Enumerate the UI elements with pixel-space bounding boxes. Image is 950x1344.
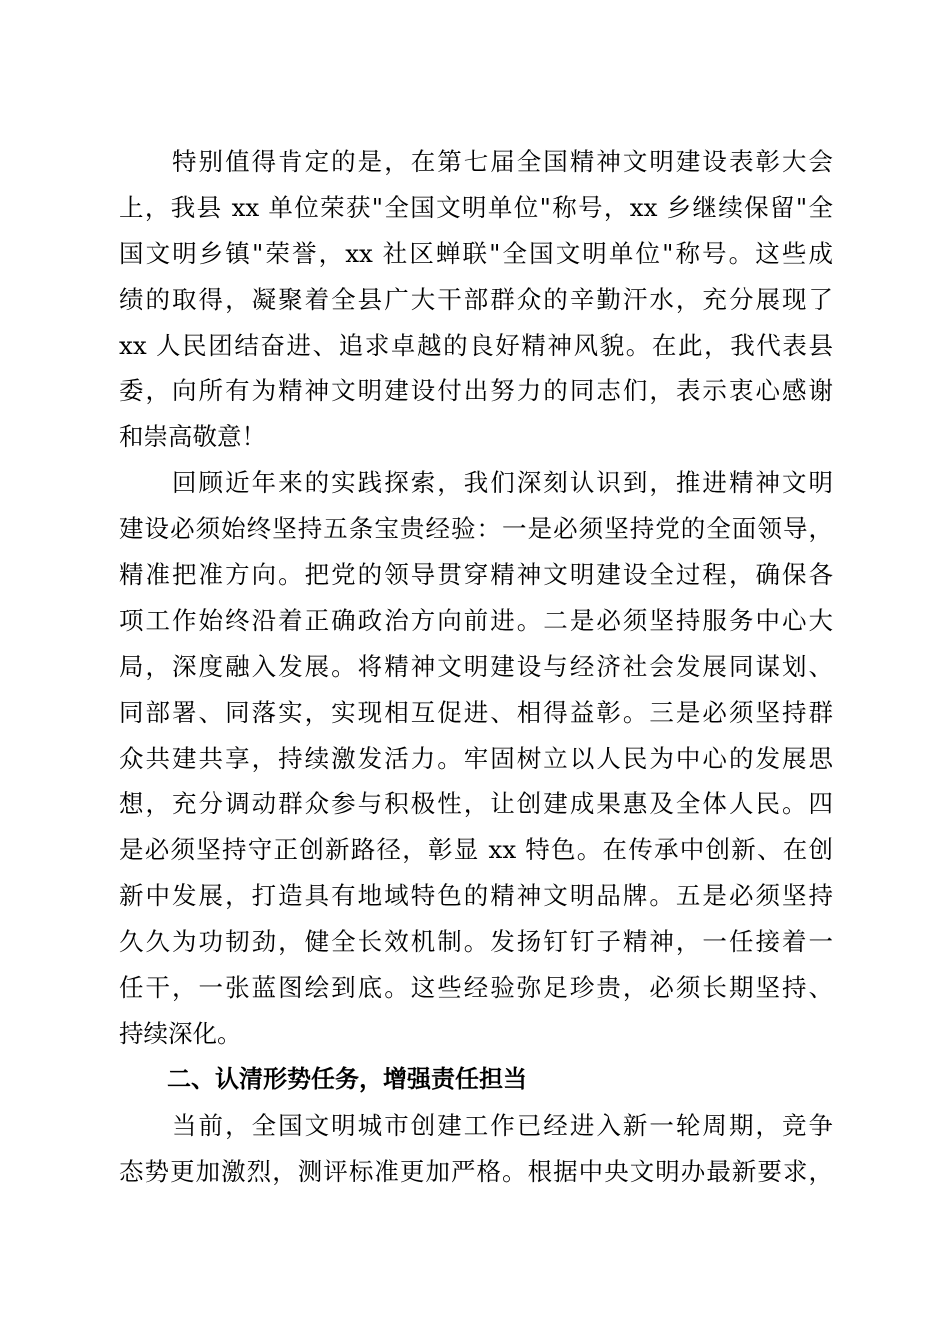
paragraph-line: 想，充分调动群众参与积极性，让创建成果惠及全体人民。四 [119,789,833,819]
paragraph-line: 持续深化。 [119,1018,242,1048]
paragraph-line: 任干，一张蓝图绘到底。这些经验弥足珍贵，必须长期坚持、 [119,973,833,1003]
paragraph-line: 国文明乡镇"荣誉，xx 社区蝉联"全国文明单位"称号。这些成 [119,238,833,268]
paragraph-situation [119,1103,833,1195]
paragraph-line: 同部署、同落实，实现相互促进、相得益彰。三是必须坚持群 [119,697,833,727]
paragraph-line: 当前，全国文明城市创建工作已经进入新一轮周期，竞争 [119,1110,833,1140]
paragraph-line: 精准把准方向。把党的领导贯穿精神文明建设全过程，确保各 [119,560,833,590]
paragraph-line: 特别值得肯定的是，在第七届全国精神文明建设表彰大会 [119,147,833,176]
paragraph-line: 是必须坚持守正创新路径，彰显 xx 特色。在传承中创新、在创 [119,835,833,865]
paragraph-line: 久久为功韧劲，健全长效机制。发扬钉钉子精神，一任接着一 [119,927,833,957]
paragraph-experience [119,460,833,1057]
paragraph-line: 委，向所有为精神文明建设付出努力的同志们，表示衷心感谢 [119,376,833,406]
paragraph-line: 项工作始终沿着正确政治方向前进。二是必须坚持服务中心大 [119,605,833,635]
paragraph-line: 众共建共享，持续激发活力。牢固树立以人民为中心的发展思 [119,743,833,773]
paragraph-achievements [119,139,833,460]
section-heading: 二、认清形势任务，增强责任担当 [119,1064,527,1093]
paragraph-line: 上，我县 xx 单位荣获"全国文明单位"称号，xx 乡继续保留"全 [119,192,833,222]
paragraph-line: xx 人民团结奋进、追求卓越的良好精神风貌。在此，我代表县 [119,330,833,360]
paragraph-line: 局，深度融入发展。将精神文明建设与经济社会发展同谋划、 [119,651,833,681]
paragraph-line: 和崇高敬意！ [119,422,266,452]
paragraph-line: 绩的取得，凝聚着全县广大干部群众的辛勤汗水，充分展现了 [119,284,833,314]
paragraph-line: 回顾近年来的实践探索，我们深刻认识到，推进精神文明 [119,468,833,498]
paragraph-line: 建设必须始终坚持五条宝贵经验：一是必须坚持党的全面领导， [119,514,833,544]
paragraph-line: 态势更加激烈，测评标准更加严格。根据中央文明办最新要求， [119,1156,833,1186]
paragraph-line: 新中发展，打造具有地域特色的精神文明品牌。五是必须坚持 [119,881,833,911]
document-page [119,139,833,1194]
